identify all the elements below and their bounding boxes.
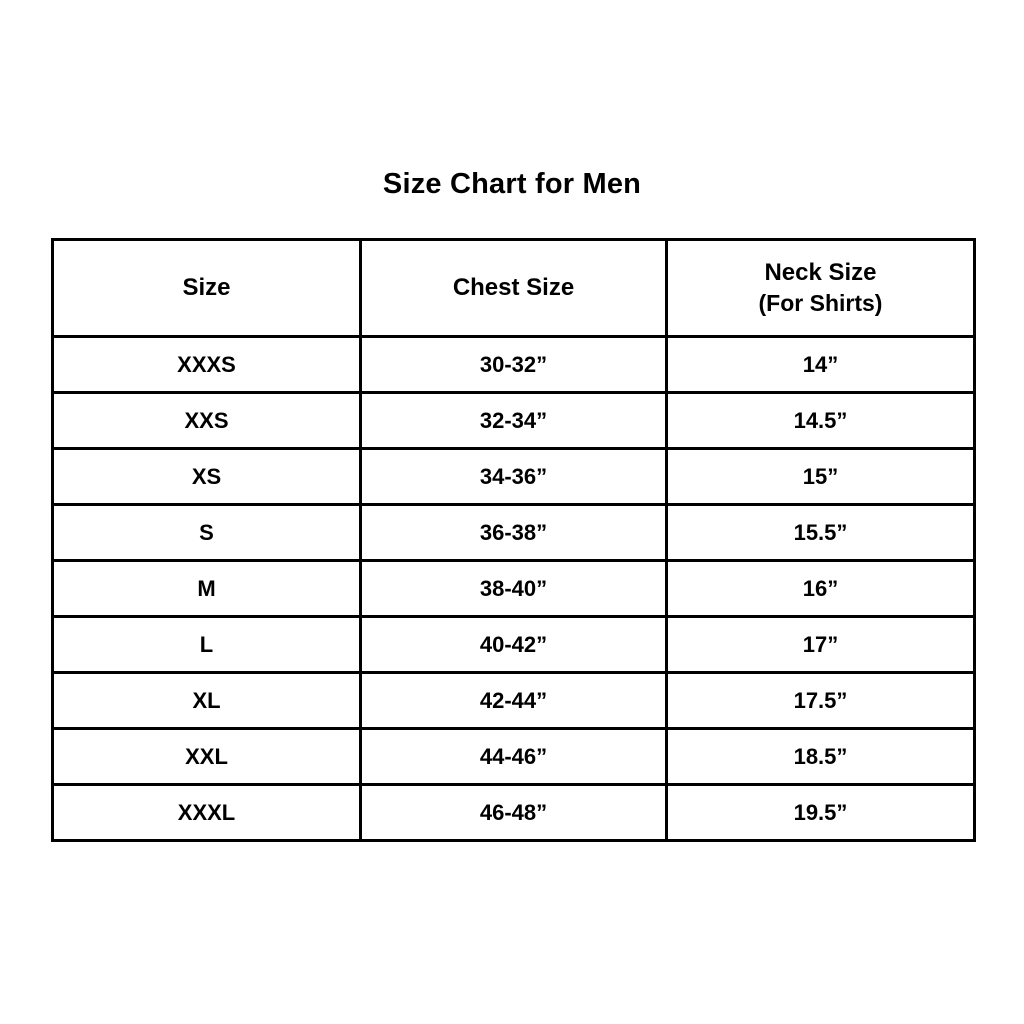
cell-neck: 19.5”	[667, 785, 975, 841]
cell-chest: 30-32”	[361, 337, 667, 393]
cell-size: XXXS	[53, 337, 361, 393]
cell-size: XL	[53, 673, 361, 729]
cell-chest: 44-46”	[361, 729, 667, 785]
table-header	[53, 240, 975, 337]
column-header-size-label: Size	[182, 273, 231, 301]
cell-neck: 17.5”	[667, 673, 975, 729]
table-body	[53, 337, 975, 841]
cell-size: S	[53, 505, 361, 561]
cell-neck: 14.5”	[667, 393, 975, 449]
column-header-neck-size-label: Neck Size	[764, 258, 877, 286]
cell-chest: 34-36”	[361, 449, 667, 505]
table-row	[53, 393, 975, 449]
cell-neck: 16”	[667, 561, 975, 617]
cell-neck: 14”	[667, 337, 975, 393]
size-chart-table-container	[51, 238, 973, 842]
cell-neck: 18.5”	[667, 729, 975, 785]
table-row	[53, 617, 975, 673]
cell-chest: 40-42”	[361, 617, 667, 673]
column-header-chest-size	[361, 240, 667, 337]
column-header-neck-size-sublabel: (For Shirts)	[758, 289, 883, 316]
size-chart-table	[51, 238, 976, 842]
column-header-neck-size	[667, 240, 975, 337]
table-row	[53, 673, 975, 729]
cell-size: XXL	[53, 729, 361, 785]
column-header-size	[53, 240, 361, 337]
cell-size: XS	[53, 449, 361, 505]
table-header-row	[53, 240, 975, 337]
cell-chest: 38-40”	[361, 561, 667, 617]
cell-neck: 15.5”	[667, 505, 975, 561]
cell-chest: 32-34”	[361, 393, 667, 449]
cell-size: XXS	[53, 393, 361, 449]
page-title: Size Chart for Men	[382, 168, 642, 200]
cell-chest: 36-38”	[361, 505, 667, 561]
cell-size: L	[53, 617, 361, 673]
cell-chest: 46-48”	[361, 785, 667, 841]
table-row	[53, 505, 975, 561]
cell-neck: 15”	[667, 449, 975, 505]
table-row	[53, 729, 975, 785]
column-header-chest-size-label: Chest Size	[452, 273, 575, 301]
table-row	[53, 449, 975, 505]
cell-size: XXXL	[53, 785, 361, 841]
cell-size: M	[53, 561, 361, 617]
table-row	[53, 785, 975, 841]
cell-chest: 42-44”	[361, 673, 667, 729]
table-row	[53, 337, 975, 393]
table-row	[53, 561, 975, 617]
cell-neck: 17”	[667, 617, 975, 673]
